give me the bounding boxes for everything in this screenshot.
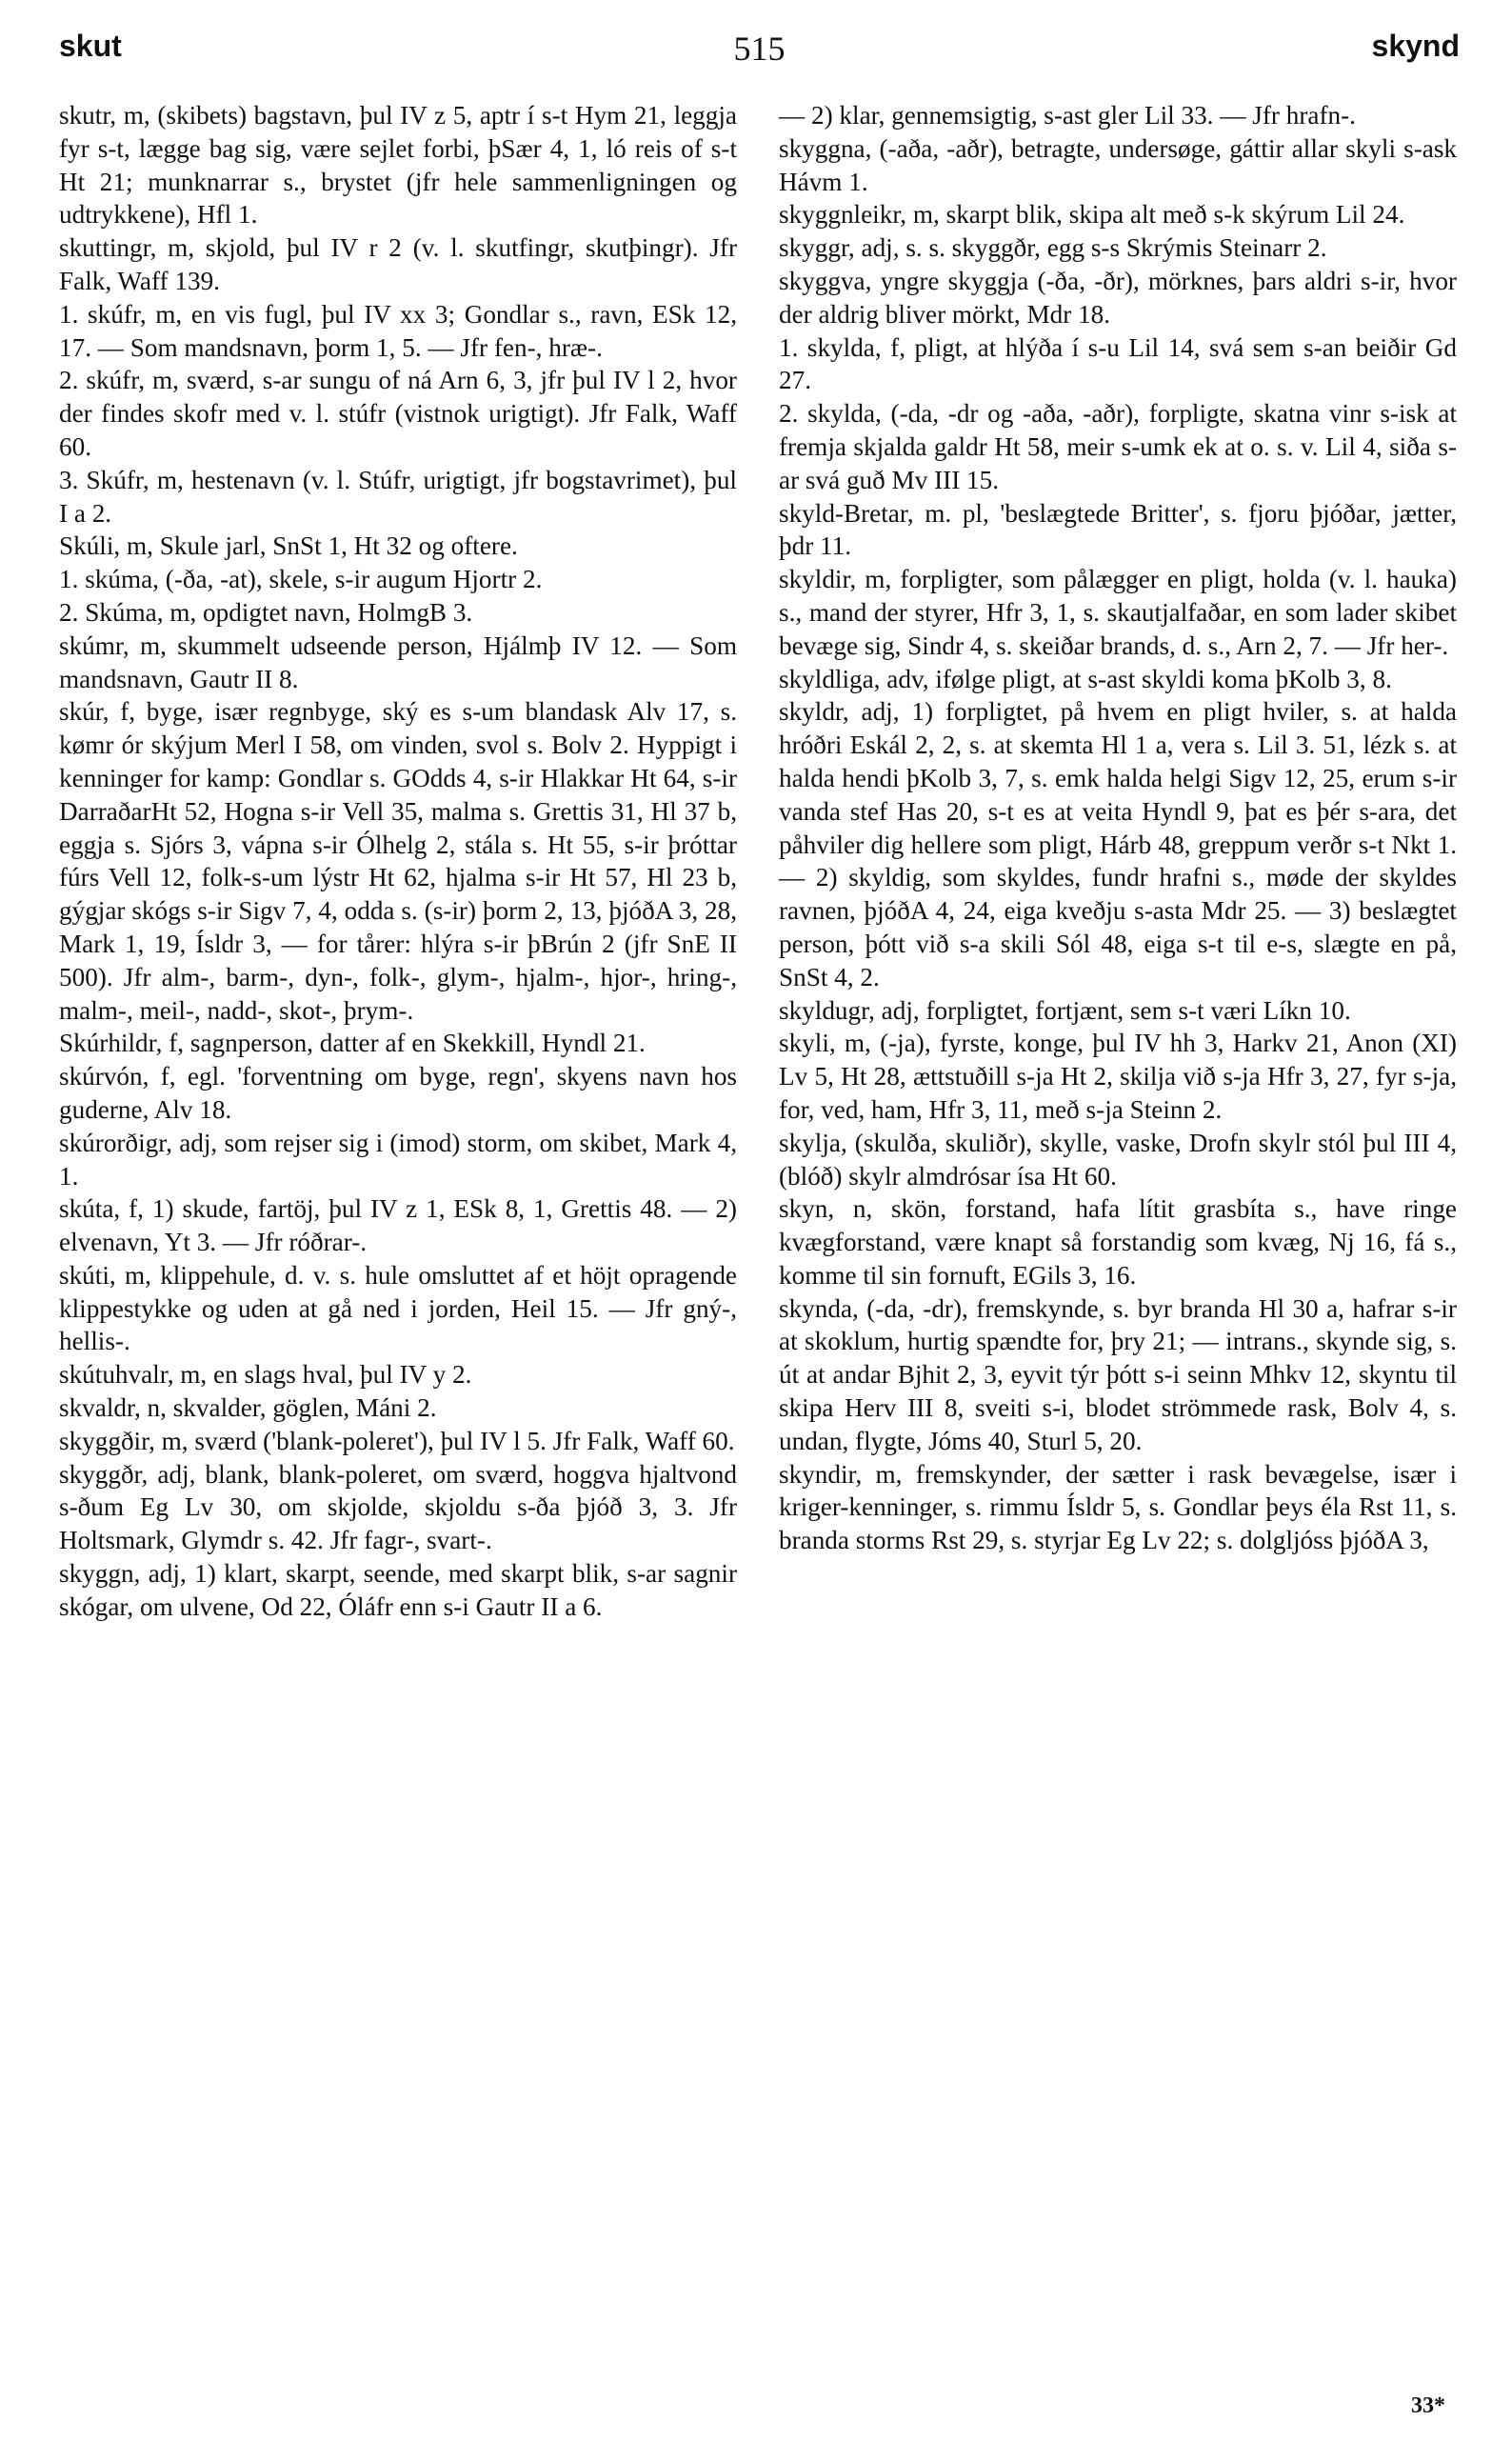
signature-mark: 33* xyxy=(1411,2393,1445,2418)
dictionary-entry: skúmr, m, skummelt udseende person, Hjálmþ IV 12. — Som mandsnavn, Gautr II 8. xyxy=(59,631,737,693)
dictionary-entry: skyggðr, adj, blank, blank-poleret, om sværd, hoggva hjaltvond s-ðum Eg Lv 30, om skjolde, skjoldu s-ða þjóð 3, 3. Jfr Holtsmark, Glymdr s. 42. Jfr fagr-, svart-. xyxy=(59,1459,737,1555)
dictionary-entry: 3. Skúfr, m, hestenavn (v. l. Stúfr, urigtigt, jfr bogstavrimet), þul I a 2. xyxy=(59,465,737,528)
dictionary-entry: 2. Skúma, m, opdigtet navn, HolmgB 3. xyxy=(59,597,473,627)
dictionary-entry: Skúli, m, Skule jarl, SnSt 1, Ht 32 og oftere. xyxy=(59,531,518,561)
dictionary-entry: Skúrhildr, f, sagnperson, datter af en Skekkill, Hyndl 21. xyxy=(59,1029,646,1058)
dictionary-entry: skyggn, adj, 1) klart, skarpt, seende, med skarpt blik, s-ar sagnir skógar, om ulvene, Od 22, Óláfr enn s-i Gautr II a 6. xyxy=(59,1559,737,1621)
page-number: 515 xyxy=(733,30,786,68)
dictionary-entry: skyld-Bretar, m. pl, 'beslægtede Britter', s. fjoru þjóðar, jætter, þdr 11. xyxy=(779,498,1457,561)
running-head-left: skut xyxy=(59,29,122,63)
dictionary-entry: skvaldr, n, skvalder, göglen, Máni 2. xyxy=(59,1393,437,1423)
dictionary-entry: skúti, m, klippehule, d. v. s. hule omsluttet af et höjt opragende klippestykke og uden at gå ned i jorden, Heil 15. — Jfr gný-, hellis-. xyxy=(59,1260,737,1356)
dictionary-entry: skúrvón, f, egl. 'forventning om byge, regn', skyens navn hos guderne, Alv 18. xyxy=(59,1062,737,1124)
dictionary-entry: 1. skylda, f, pligt, at hlýða í s-u Lil 14, svá sem s-an beiðir Gd 27. xyxy=(779,332,1457,395)
dictionary-entry: 1. skúma, (-ða, -at), skele, s-ir augum Hjortr 2. xyxy=(59,565,543,594)
dictionary-entry: skuttingr, m, skjold, þul IV r 2 (v. l. skutfingr, skutþingr). Jfr Falk, Waff 139. xyxy=(59,233,737,295)
dictionary-entry: skyldliga, adv, ifølge pligt, at s-ast skyldi koma þKolb 3, 8. xyxy=(779,664,1392,693)
dictionary-entry: 2. skúfr, m, sværd, s-ar sungu of ná Arn 6, 3, jfr þul IV l 2, hvor der findes skofr med v. l. stúfr (vistnok urigtigt). Jfr Falk, Waff 60. xyxy=(59,366,737,461)
dictionary-entry: skyli, m, (-ja), fyrste, konge, þul IV hh 3, Harkv 21, Anon (XI) Lv 5, Ht 28, ættstuðill s-ja Ht 2, skilja við s-ja Hfr 3, 27, fyr s-ja, for, ved, ham, Hfr 3, 11, með s-ja Steinn 2. xyxy=(779,1029,1457,1124)
right-column xyxy=(779,99,1457,1557)
running-head-right: skynd xyxy=(1371,29,1460,63)
dictionary-entry: skyndir, m, fremskynder, der sætter i rask bevægelse, især i kriger-kenninger, s. rimmu Ísldr 5, s. Gondlar þeys éla Rst 11, s. branda storms Rst 29, s. styrjar Eg Lv 22; s. dolgljóss þjóðA 3, xyxy=(779,1459,1457,1555)
dictionary-entry: — 2) klar, gennemsigtig, s-ast gler Lil 33. — Jfr hrafn-. xyxy=(779,101,1356,130)
dictionary-entry: skúr, f, byge, især regnbyge, ský es s-um blandask Alv 17, s. kømr ór skýjum Merl I 58, om vinden, svol s. Bolv 2. Hyppigt i kenninger for kamp: Gondlar s. GOdds 4, s-ir Hlakkar Ht 64, s-ir DarraðarHt 52, Hogna s-ir Vell 35, malma s. Grettis 31, Hl 37 b, eggja s. Sjórs 3, vápna s-ir Ólhelg 2, stála s. Ht 55, s-ir þróttar fúrs Vell 12, folk-s-um lýstr Ht 62, hjalma s-ir Ht 57, Hl 23 b, gýgjar skógs s-ir Sigv 7, 4, odda s. (s-ir) þorm 2, 13, þjóðA 3, 28, Mark 1, 19, Ísldr 3, — for tårer: hlýra s-ir þBrún 2 (jfr SnE II 500). Jfr alm-, barm-, dyn-, folk-, glym-, hjalm-, hjor-, hring-, malm-, meil-, nadd-, skot-, þrym-. xyxy=(59,697,737,1025)
dictionary-entry: skyldir, m, forpligter, som pålægger en pligt, holda (v. l. hauka) s., mand der styrer, Hfr 3, 1, s. skautjalfaðar, en som lader skibet bevæge sig, Sindr 4, s. skeiðar brands, d. s., Arn 2, 7. — Jfr her-. xyxy=(779,565,1457,660)
dictionary-entry: skyggna, (-aða, -aðr), betragte, undersøge, gáttir allar skyli s-ask Hávm 1. xyxy=(779,133,1457,196)
left-column xyxy=(59,99,737,1624)
dictionary-entry: skútuhvalr, m, en slags hval, þul IV y 2. xyxy=(59,1360,472,1390)
dictionary-entry: skyggðir, m, sværd ('blank-poleret'), þul IV l 5. Jfr Falk, Waff 60. xyxy=(59,1426,735,1455)
dictionary-entry: skylja, (skulða, skuliðr), skylle, vaske, Drofn skylr stól þul III 4, (blóð) skylr almdrósar ísa Ht 60. xyxy=(779,1128,1457,1191)
dictionary-entry: skyggnleikr, m, skarpt blik, skipa alt með s-k skýrum Lil 24. xyxy=(779,200,1405,230)
dictionary-entry: skyggva, yngre skyggja (-ða, -ðr), mörknes, þars aldri s-ir, hvor der aldrig bliver mörkt, Mdr 18. xyxy=(779,266,1457,329)
dictionary-entry: 2. skylda, (-da, -dr og -aða, -aðr), forpligte, skatna vinr s-isk at fremja skjalda galdr Ht 58, meir s-umk ek at o. s. v. Lil 4, siða s-ar svá guð Mv III 15. xyxy=(779,399,1457,494)
page-header xyxy=(59,29,1460,76)
dictionary-entry: skyldr, adj, 1) forpligtet, på hvem en pligt hviler, s. at halda hróðri Eskál 2, 2, s. at skemta Hl 1 a, vera s. Lil 3. 51, lézk s. at halda hendi þKolb 3, 7, s. emk halda helgi Sigv 12, 25, erum s-ir vanda stef Has 20, s-t es at veita Hyndl 9, þat es þér s-ara, det påhviler dig hellere som pligt, Hárb 48, greppum verðr s-t Nkt 1. — 2) skyldig, som skyldes, fundr hrafni s., møde der skyldes ravnen, þjóðA 4, 24, eiga kveðju s-asta Mdr 25. — 3) beslægtet person, þótt við s-a skili Sól 48, eiga s-t til e-s, slægte en på, SnSt 4, 2. xyxy=(779,697,1457,991)
dictionary-entry: skyn, n, skön, forstand, hafa lítit grasbíta s., have ringe kvægforstand, være knapt så forstandig som kvæg, Nj 16, fá s., komme til sin fornuft, EGils 3, 16. xyxy=(779,1194,1457,1290)
dictionary-entry: skúta, f, 1) skude, fartöj, þul IV z 1, ESk 8, 1, Grettis 48. — 2) elvenavn, Yt 3. — Jfr róðrar-. xyxy=(59,1194,737,1257)
dictionary-entry: 1. skúfr, m, en vis fugl, þul IV xx 3; Gondlar s., ravn, ESk 12, 17. — Som mandsnavn, þorm 1, 5. — Jfr fen-, hræ-. xyxy=(59,299,737,362)
dictionary-entry: skúrorðigr, adj, som rejser sig i (imod) storm, om skibet, Mark 4, 1. xyxy=(59,1128,737,1191)
dictionary-entry: skyldugr, adj, forpligtet, fortjænt, sem s-t væri Líkn 10. xyxy=(779,995,1351,1025)
dictionary-entry: skynda, (-da, -dr), fremskynde, s. byr branda Hl 30 a, hafrar s-ir at skoklum, hurtig spændte for, þry 21; — intrans., skynde sig, s. út at andar Bjhit 2, 3, eyvit týr þótt s-i seinn Mhkv 12, skyntu til skipa Herv III 8, sveiti s-i, blodet strömmede rask, Bolv 4, s. undan, flygte, Jóms 40, Sturl 5, 20. xyxy=(779,1293,1457,1455)
dictionary-entry: skyggr, adj, s. s. skyggðr, egg s-s Skrýmis Steinarr 2. xyxy=(779,233,1327,263)
dictionary-entry: skutr, m, (skibets) bagstavn, þul IV z 5, aptr í s-t Hym 21, leggja fyr s-t, lægge bag sig, være sejlet forbi, þSær 4, 1, ló reis of s-t Ht 21; munknarrar s., brystet (jfr hele sammenligningen og udtrykkene), Hfl 1. xyxy=(59,101,737,230)
